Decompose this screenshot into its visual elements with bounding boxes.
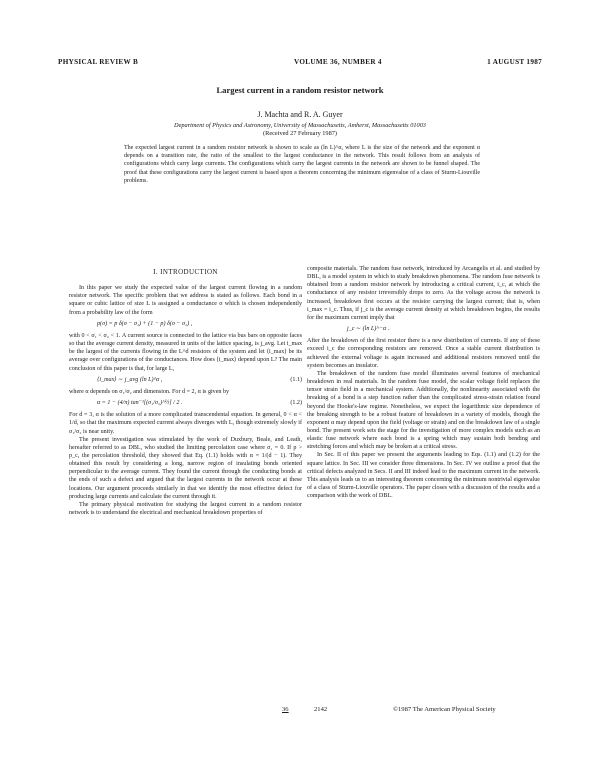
paragraph: For d = 3, α is the solution of a more complicated transcendental equation. In general, 0 < α < 1/d, so that the maximum expected current always diverges with L, though extremely slowly if σ₁/σ₂ is near unity. (69, 412, 302, 435)
received-date: (Received 27 February 1987) (263, 130, 337, 137)
equation-body: α = 1 − (4/π) tan⁻¹[(σ₁/σ₂)^½] / 2 . (97, 400, 183, 407)
equation-body: p(σ) = p δ(σ − σ₁) + (1 − p) δ(σ − σ₂) , (97, 320, 193, 327)
running-header (58, 58, 542, 70)
paragraph: In this paper we study the expected value of the largest current flowing in a random resistor network. The specific problem that we address is stated as follows. Each bond in a square or cubic lattice of size L is assigned a conductance σ which is chosen independently from a probability law of the form (69, 285, 302, 316)
equation-body: ⟨i_max⟩ ∼ j_avg (ln L)^α , (97, 376, 163, 383)
paragraph: The present investigation was stimulated by the work of Duxbury, Beale, and Leath, hereafter referred to as DBL, who studied the limiting percolation case where σ₁ = 0. If p > p_c, the percolation threshold, they showed that Eq. (1.1) holds with α = 1/(d − 1). They obtained this result by considering a long, narrow region of insulating bonds oriented perpendicular to the average current. They found the current through the conducting bonds at the ends of such a defect and argued that the largest currents in the network occur at these locations. Our argument proceeds similarly in that we identify the most effective defect for producing large currents and calculate the current through it. (69, 436, 302, 500)
paragraph: composite materials. The random fuse network, introduced by Arcangelis et al. and studied by DBL, is a model system in which to study breakdown phenomena. The random fuse network is obtained from a random resistor network by introducing a critical current, i_c, at which the conductance of any resistor irreversibly drops to zero. As the voltage across the network is increased, breakdown first occurs at the resistor carrying the largest current; that is, when i_max = i_c. Thus, if j_c is the average current density at which breakdown begins, the results for the maximum current imply that (307, 266, 540, 321)
equation-1-2 (69, 399, 302, 407)
section-heading: I. INTRODUCTION (153, 268, 218, 276)
page-footer (0, 706, 600, 716)
abstract: The expected largest current in a random resistor network is shown to scale as (ln L)^α, where L is the size of the network and the exponent α depends on a transition rate, the ratio of the smallest to the largest conductance in the network. This result follows from an analysis of configurations which carry large currents. The configurations which carry the largest currents in the network are shown to be funnel shaped. The proof that these configurations carry the largest current is based upon a theorem concerning the minimum eigenvalue of a class of Sturm-Liouville problems. (124, 145, 480, 184)
paragraph: with 0 < σ₁ < σ₂ < 1. A current source is connected to the lattice via bus bars on opposite faces so that the average current density, measured in units of the lattice spacing, is j_avg. Let i_max be the largest of the currents flowing in the L^d resistors of the system and let ⟨i_max⟩ be its average over configurations of the conductances. How does ⟨i_max⟩ depend upon L? The main conclusion of this paper is that, for large L, (69, 332, 302, 372)
page-number: 2142 (314, 706, 328, 713)
left-column (69, 268, 302, 517)
paragraph: where α depends on σ₁/σ₂ and dimension. For d = 2, α is given by (69, 388, 230, 395)
equation-1-1 (69, 376, 302, 384)
paragraph: The breakdown of the random fuse model illuminates several features of mechanical breakdown in real materials. In the random fuse model, the scalar voltage field replaces the tensor strain field in a mechanical system. Additionally, the nonlinearity associated with the breaking of a bond is a step function rather than the complicated stress-strain relation found beyond the Hooke's-law regime. Nonetheless, we expect the logarithmic size dependence of the breaking strength to be a robust feature of breakdown in a variety of models, though the exponent α may depend upon the field (voltage or strain) and on the breakdown law of a single bond. The present work sets the stage for the investigation of more complex models such as an elastic fuse network where each bond is a spring which may sustain both bending and stretching forces and which may be broken at a critical stress. (307, 370, 540, 451)
equation-number: (1.1) (290, 376, 302, 383)
right-column (307, 265, 540, 500)
volume-number: VOLUME 36, NUMBER 4 (294, 58, 382, 66)
journal-name: PHYSICAL REVIEW B (58, 58, 139, 66)
equation-number: (1.2) (290, 400, 302, 407)
footer-volume: 36 (282, 706, 289, 713)
copyright: ©1987 The American Physical Society (393, 706, 496, 713)
equation-body: j_c ∼ (ln L)^−α . (347, 326, 390, 333)
affiliation: Department of Physics and Astronomy, University of Massachusetts, Amherst, Massachusetts 01003 (174, 122, 426, 129)
paragraph: In Sec. II of this paper we present the arguments leading to Eqs. (1.1) and (1.2) for the square lattice. In Sec. III we consider three dimensions. In Sec. IV we outline a proof that the critical defects analyzed in Secs. II and III indeed lead to the maximum current in the network. This analysis leads us to an interesting theorem concerning the minimum nontrivial eigenvalue of a class of Sturm-Liouville operators. The paper closes with a discussion of the results and a comparison with the work of DBL. (307, 452, 540, 500)
paragraph: The primary physical motivation for studying the largest current in a random resistor network is to understand the electrical and mechanical breakdown properties of (69, 501, 302, 517)
author-list: J. Machta and R. A. Guyer (257, 110, 343, 119)
equation (307, 325, 540, 333)
paragraph: After the breakdown of the first resistor there is a new distribution of currents. If any of these exceed i_c the corresponding resistors are removed. Once a stable current distribution is achieved the external voltage is again increased and additional resistors removed until the system becomes an insulator. (307, 338, 540, 369)
equation (69, 320, 302, 328)
issue-date: 1 AUGUST 1987 (487, 58, 542, 66)
paper-title: Largest current in a random resistor network (216, 85, 384, 95)
